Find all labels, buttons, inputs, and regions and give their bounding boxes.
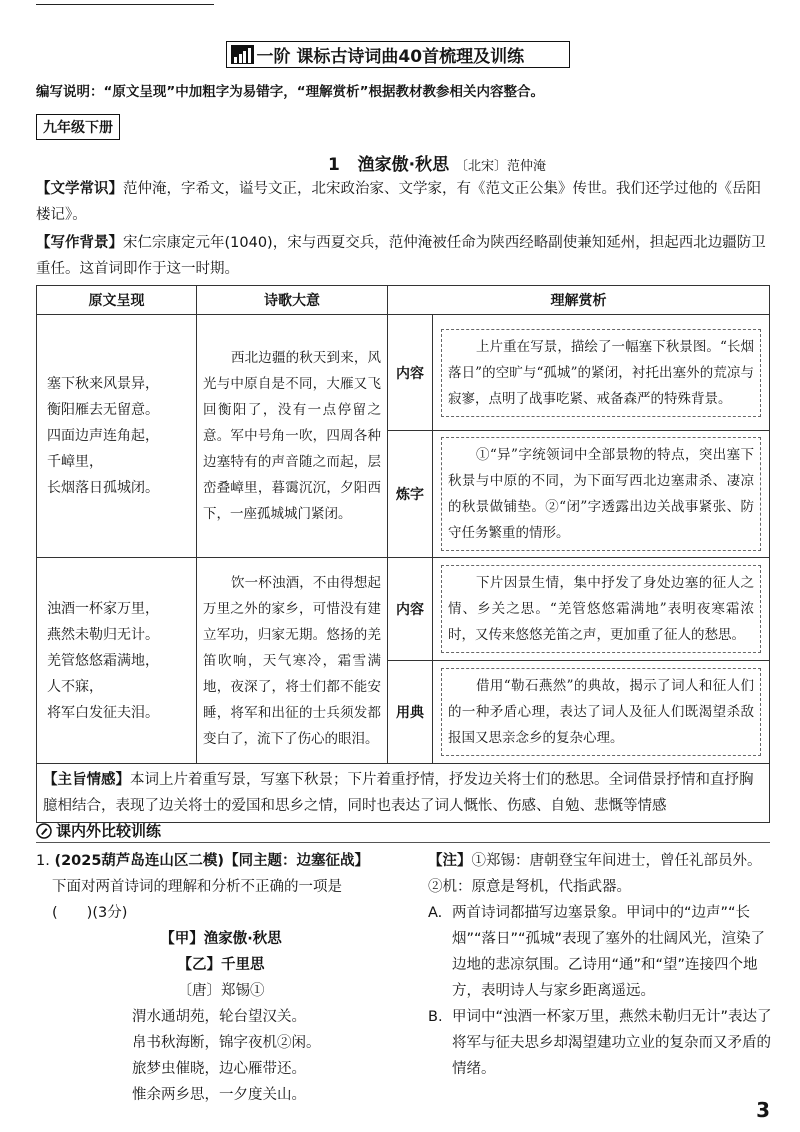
original-line: 衡阳雁去无留意。	[47, 402, 159, 418]
poem-title	[328, 150, 546, 175]
poem-line: 帛书秋海断，锦字夜机②闲。	[132, 1035, 321, 1051]
question-text: 下面对两首诗词的理解和分析不正确的一项是	[52, 879, 342, 895]
poem-number: 1	[328, 155, 340, 175]
literary-text: 范仲淹，字希文，谥号文正，北宋政治家、文学家，有《范文正公集》传世。我们还学过他的《岳阳楼记》。	[36, 181, 761, 223]
analysis-text: 上片重在写景，描绘了一幅塞下秋景图。“长烟落日”的空旷与“孤城”的紧闭，衬托出塞外的荒凉与寂寥，点明了战事吃紧、戒备森严的特殊背景。	[448, 338, 754, 407]
option-text: 两首诗词都描写边塞景象。甲词中的“边声”“长烟”“落日”“孤城”表现了塞外的壮阔风光，渲染了边地的悲凉氛围。乙诗用“通”和“望”连接四个地方，表明诗人与家乡距离遥远。	[452, 905, 766, 999]
header-meaning: 诗歌大意	[197, 286, 388, 315]
question-column	[36, 848, 406, 1108]
meaning-text: 饮一杯浊酒，不由得想起万里之外的家乡，可惜没有建立军功，归家无期。悠扬的羌笛吹响，天气寒冷，霜雪满地，夜深了，将士们都不能安睡，将军和出征的士兵须发都变白了，流下了伤心的眼泪。	[203, 574, 381, 747]
meaning-text: 西北边疆的秋天到来，风光与中原自是不同，大雁又飞回衡阳了，没有一点停留之意。军中号角一吹，四周各种边塞特有的声音随之而起，层峦叠嶂里，暮霭沉沉，夕阳西下，一座孤城城门紧闭。	[203, 350, 381, 522]
analysis-box	[441, 437, 761, 551]
top-rule	[36, 4, 214, 5]
poem-b-title: 【乙】千里思	[177, 957, 265, 973]
grade-label: 九年级下册	[36, 114, 120, 140]
summary-text: 本词上片着重写景，写塞下秋景；下片着重抒情，抒发边关将士们的愁思。全词借景抒情和直抒胸臆相结合，表现了边关将士的爱国和思乡之情，同时也表达了词人慨怅、伤感、自勉、悲慨等情感	[43, 772, 754, 814]
original-line: 羌管悠悠霜满地，	[47, 652, 159, 669]
pencil-circle-icon	[36, 823, 52, 839]
original-line: 将军白发征夫泪。	[47, 704, 159, 721]
question-source-text: (2025葫芦岛连山区二模)【同主题：边塞征战】	[54, 853, 370, 869]
header-original: 原文呈现	[37, 286, 197, 315]
annotation-text: ①郑锡：唐朝登宝年间进士，曾任礼部员外。②机：原意是弩机，代指武器。	[428, 853, 762, 895]
options-column	[428, 848, 772, 1082]
upper-meaning	[197, 315, 388, 558]
original-line: 四面边声连角起，	[47, 428, 159, 444]
poem-a-title: 【甲】渔家傲·秋思	[160, 931, 282, 947]
row-label: 炼字	[388, 431, 433, 558]
row-label: 用典	[388, 661, 433, 764]
poem-b-author: 〔唐〕郑锡①	[177, 983, 265, 999]
analysis-box	[441, 668, 761, 756]
annotation	[428, 848, 772, 900]
question-source	[36, 848, 406, 874]
editing-note: 编写说明：“原文呈现”中加粗字为易错字，“理解赏析”根据教材教参相关内容整合。	[36, 84, 544, 100]
poem-author: 〔北宋〕范仲淹	[455, 159, 547, 174]
literary-knowledge	[36, 176, 770, 228]
summary-label: 【主旨情感】	[43, 772, 130, 788]
original-line: 长烟落日孤城闭。	[47, 480, 159, 496]
question-number: 1.	[36, 853, 50, 869]
poem-name: 渔家傲·秋思	[357, 155, 450, 175]
analysis-text: 借用“勒石燕然”的典故，揭示了词人和征人们的一种矛盾心理，表达了词人及征人们既渴望杀敌报国又思亲念乡的复杂心理。	[448, 678, 754, 746]
analysis-table	[36, 285, 770, 823]
option-b	[428, 1004, 772, 1082]
original-line: 千嶂里，	[47, 454, 103, 470]
background-label: 【写作背景】	[36, 235, 123, 251]
poem-line: 旅梦虫催晓，边心雁带还。	[132, 1061, 306, 1077]
exercise-heading	[36, 820, 161, 841]
section-title-text: 一阶 课标古诗词曲40首梳理及训练	[256, 47, 525, 67]
original-line: 人不寐，	[47, 678, 103, 695]
option-a	[428, 900, 772, 1004]
row-label: 内容	[388, 315, 433, 431]
analysis-box	[441, 329, 761, 417]
upper-original	[37, 315, 197, 558]
original-line: 塞下秋来风景异，	[47, 376, 159, 392]
header-analysis: 理解赏析	[388, 286, 770, 315]
poem-line: 渭水通胡苑，轮台望汉关。	[132, 1009, 306, 1025]
section-divider	[36, 842, 770, 843]
analysis-box	[441, 565, 761, 653]
option-label: B.	[428, 1009, 443, 1025]
level-bars-icon	[231, 45, 254, 64]
row-label: 内容	[388, 558, 433, 661]
original-line: 浊酒一杯家万里，	[47, 600, 159, 617]
annotation-label: 【注】	[428, 852, 472, 869]
lower-meaning	[197, 558, 388, 764]
answer-blank: ( )(3分)	[52, 905, 128, 921]
writing-background	[36, 230, 770, 282]
poem-line: 惟余两乡思，一夕度关山。	[132, 1087, 306, 1103]
section-title	[226, 41, 570, 68]
option-text: 甲词中“浊酒一杯家万里，燕然未勒归无计”表达了将军与征夫思乡却渴望建功立业的复杂而又矛盾的情绪。	[452, 1009, 772, 1077]
analysis-text: 下片因景生情，集中抒发了身处边塞的征人之情、乡关之思。“羌管悠悠霜满地”表明夜寒霜浓时，又传来悠悠羌笛之声，更加重了征人的愁思。	[448, 575, 754, 643]
background-text: 宋仁宗康定元年(1040)，宋与西夏交兵，范仲淹被任命为陕西经略副使兼知延州，担起西北边疆防卫重任。这首词即作于这一时期。	[36, 235, 766, 277]
analysis-text: ①“异”字统领词中全部景物的特点，突出塞下秋景与中原的不同，为下面写西北边塞肃杀、凄凉的秋景做铺垫。②“闭”字透露出边关战事紧张、防守任务繁重的情形。	[448, 447, 754, 541]
theme-summary	[37, 764, 770, 823]
literary-label: 【文学常识】	[36, 181, 123, 197]
option-label: A.	[428, 905, 443, 921]
exercise-heading-text: 课内外比较训练	[56, 822, 162, 840]
original-line: 燕然未勒归无计。	[47, 626, 159, 643]
lower-original	[37, 558, 197, 764]
page-number: 3	[756, 1098, 770, 1122]
